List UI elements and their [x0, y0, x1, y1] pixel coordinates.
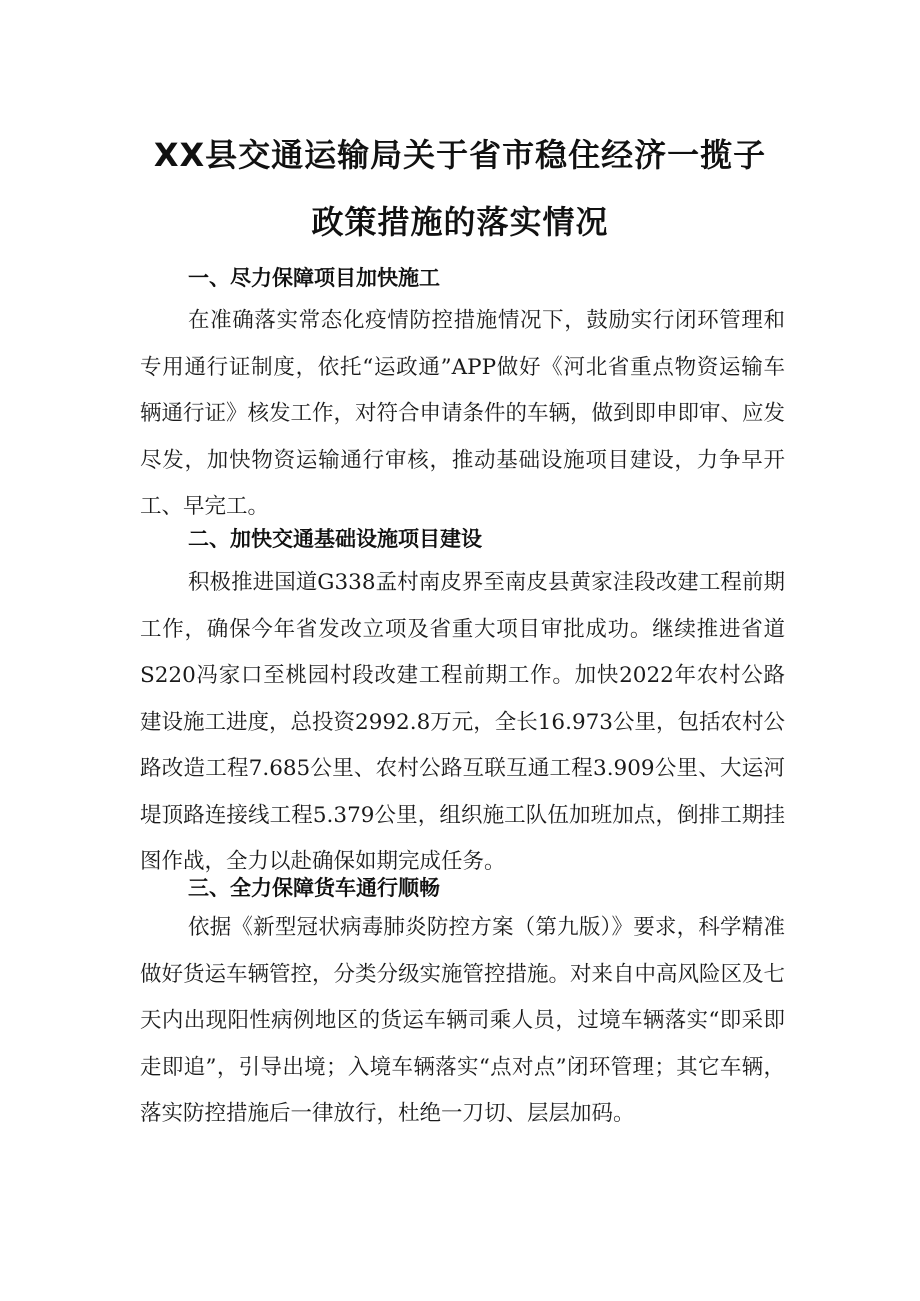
section-body-2: 积极推进国道G338孟村南皮界至南皮县黄家洼段改建工程前期工作，确保今年省发改立项及省重大项目审批成功。继续推进省道S220冯家口至桃园村段改建工程前期工作。加快2022年农村公路建设施工进度，总投资2992.8万元，全长16.973公里，包括农村公路改造工程7.685公里、农村公路互联互通工程3.909公里、大运河堤顶路连接线工程5.379公里，组织施工队伍加班加点，倒排工期挂图作战，全力以赴确保如期完成任务。: [140, 570, 785, 874]
document-title-line-1: XX县交通运输局关于省市稳住经济一揽子: [153, 136, 767, 174]
section-body-3: 依据《新型冠状病毒肺炎防控方案（第九版）》要求，科学精准做好货运车辆管控，分类分级实施管控措施。对来自中高风险区及七天内出现阳性病例地区的货运车辆司乘人员，过境车辆落实“即采即走即追”，引导出境；入境车辆落实“点对点”闭环管理；其它车辆，落实防控措施后一律放行，杜绝一刀切、层层加码。: [140, 915, 786, 1126]
section-heading-3: 三、全力保障货车通行顺畅: [188, 876, 440, 900]
section-heading-1: 一、尽力保障项目加快施工: [188, 266, 440, 290]
section-body-1: 在准确落实常态化疫情防控措施情况下，鼓励实行闭环管理和专用通行证制度，依托“运政通”APP做好《河北省重点物资运输车辆通行证》核发工作，对符合申请条件的车辆，做到即申即审、应发尽发，加快物资运输通行审核，推动基础设施项目建设，力争早开工、早完工。: [140, 308, 786, 519]
section-heading-2: 二、加快交通基础设施项目建设: [188, 527, 482, 551]
document-title-line-2: 政策措施的落实情况: [311, 203, 609, 241]
